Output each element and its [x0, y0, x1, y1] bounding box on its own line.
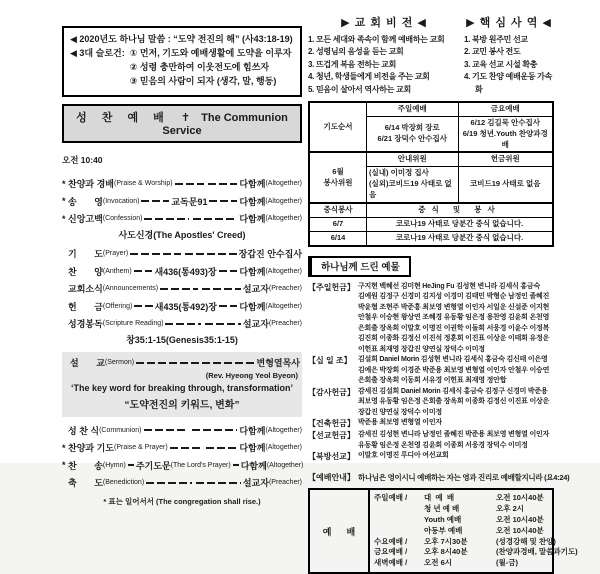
sermon-label-en: (Sermon)	[104, 359, 135, 366]
item-detail: 새435(통492)장	[154, 301, 217, 312]
worship-service-kind: 새벽예배 /	[374, 558, 408, 568]
worship-service-time: 오후 2시	[496, 503, 524, 513]
worship-time-line	[374, 526, 578, 537]
service-row	[62, 421, 302, 439]
sermon-label-kr: 설 교	[70, 358, 105, 368]
service-title-en: The Communion Service	[162, 111, 288, 137]
service-row	[62, 175, 302, 193]
dash-leader	[175, 183, 204, 185]
performer-en: (Altogether)	[265, 197, 302, 205]
performer-kr: 장갑진 안수집사	[238, 249, 303, 259]
vision-item: 4. 청년, 학생들에게 비전을 주는 교회	[308, 72, 430, 82]
slogan-list	[130, 47, 292, 89]
dash-leader	[202, 288, 240, 290]
performer-kr: 다함께	[239, 443, 266, 453]
item-name-en: (Communion)	[99, 426, 142, 434]
preacher-name-en: (Rev. Hyeong Yeol Byeon)	[205, 371, 298, 381]
worship-schedule-table	[308, 488, 578, 574]
order-rows-c	[62, 421, 302, 491]
rise-footnote: * 표는 일어서서 (The congregation shall rise.)	[103, 497, 261, 507]
sunday-service-header: 주일예배	[367, 102, 459, 116]
worship-service-time: (월-금)	[496, 558, 518, 568]
offering-entry	[308, 355, 554, 387]
worship-service-kind	[374, 515, 424, 526]
item-name-kr: 성 찬 식	[68, 425, 100, 436]
service-order	[62, 175, 302, 508]
friday-prayer-cell	[458, 116, 553, 152]
sermon-block	[62, 352, 302, 418]
dash-leader	[196, 482, 241, 484]
item-name-en: (Praise & Worship)	[113, 180, 173, 187]
offering-entry	[308, 387, 554, 419]
sunday-prayer-1: 6/14 박장희 장로	[384, 123, 440, 133]
dash-leader	[192, 429, 237, 431]
lunch-date-1: 6/7	[309, 217, 367, 231]
worship-service-time: (찬양과경배, 말씀과기도)	[496, 547, 578, 557]
dash-leader	[219, 305, 237, 307]
worship-service-name: 오후 7시30분	[424, 536, 468, 546]
item-name-kr: 찬 양	[68, 266, 103, 277]
dash-leader	[165, 323, 201, 325]
rise-star: *	[62, 178, 66, 189]
dash-leader	[170, 447, 202, 449]
service-row	[62, 456, 302, 474]
apostles-creed-line: 사도신경(The Apostles' Creed)	[118, 230, 246, 241]
worship-time-line	[374, 493, 578, 504]
worship-time-line	[374, 547, 578, 558]
rise-star: *	[62, 196, 66, 206]
worship-service-name: 오전 6시	[424, 558, 452, 568]
performer-kr: 다함께	[239, 301, 266, 312]
cross-icon: ✝	[180, 111, 191, 124]
vision-item: 5. 믿음이 살아서 역사하는 교회	[308, 84, 411, 94]
item-name-en: (Offering)	[102, 302, 133, 310]
rise-star: *	[62, 442, 66, 453]
vision-item: 2. 성령님의 음성을 듣는 교회	[308, 47, 404, 57]
worship-service-kind	[374, 526, 424, 537]
item-name-kr: 성경봉독	[68, 319, 103, 329]
usher-line-1: (실내) 이미정 집사	[369, 168, 429, 178]
slogan-box	[62, 26, 302, 97]
offering-names: 감세진 김성현 변니라 남정인 졸혜진 박준용 최보영 변형열 이인자 유동황 임은정 온천영 김윤희 이종희 서웅경 장덕수 이미정	[358, 431, 550, 449]
performer-en: (Altogether)	[265, 267, 303, 275]
item-name-kr: 교회소식	[68, 284, 103, 294]
sunday-prayer-2: 6/21 장덕수 안수집사	[377, 134, 448, 144]
offering-type-label: 【건축헌금】	[308, 419, 355, 429]
offerings-list	[308, 282, 554, 464]
slogan-prefix: ◀ 3대 슬로건:	[70, 47, 125, 58]
left-page	[62, 0, 302, 507]
dash-leader	[134, 305, 152, 307]
offering-type-label: 【선교헌금】	[308, 431, 355, 441]
performer-en: (Preacher)	[268, 285, 302, 292]
offering-committee-cell: 코비드19 사태로 없음	[458, 167, 553, 203]
performer-kr: 다함께	[239, 179, 266, 189]
worship-label: 예 배	[310, 490, 370, 572]
lunch-note-1: 코로나19 사태로 당분간 중식 없습니다.	[367, 217, 554, 231]
dash-leader	[134, 270, 153, 272]
dash-leader	[208, 183, 237, 185]
offering-committee-header: 헌금위원	[458, 152, 553, 166]
rise-star: *	[62, 460, 66, 470]
performer-en: (Preacher)	[268, 320, 302, 327]
worship-service-time: 오전 10시40분	[496, 525, 544, 535]
church-vision-section	[308, 14, 460, 96]
worship-time-line	[374, 504, 578, 515]
item-detail: 주기도문	[135, 460, 171, 471]
item-name-en: (Benediction)	[102, 479, 145, 486]
vision-item: 1. 모든 세대와 족속이 함께 예배하는 교회	[308, 35, 445, 44]
friday-prayer-2: 6/19 청년.Youth 찬양과경배	[462, 128, 548, 149]
ministry-item: 2. 교민 봉사 전도	[464, 47, 521, 57]
lunch-note-2: 코로나19 사태로 당분간 중식 없습니다.	[367, 231, 554, 245]
service-title-kr: 성 찬 예 배	[76, 111, 170, 124]
worship-time-line	[374, 537, 578, 548]
offering-names: 박준용 최보영 변형열 이인자	[358, 419, 442, 427]
vision-item: 3. 뜨겁게 복음 전하는 교회	[308, 59, 397, 69]
service-time: 오전 10:40	[62, 154, 103, 165]
june-committee-label	[309, 152, 367, 203]
dash-leader	[141, 200, 169, 202]
item-name-en: (Invocation)	[102, 197, 140, 205]
duty-table	[308, 101, 554, 247]
rise-star: *	[62, 213, 66, 224]
dash-leader	[205, 323, 241, 325]
item-name-en: (Anthem)	[102, 267, 132, 275]
worship-guide-verse: 하나님은 영이시니 예배하는 자는 영과 진리로 예배할지니라 (요4:24)	[358, 473, 570, 483]
dash-leader	[206, 447, 238, 449]
ministry-title: ▶ 핵 심 사 역 ◀	[466, 17, 552, 29]
right-page	[308, 0, 578, 574]
worship-time-line	[374, 515, 578, 526]
slogan-item: ② 성령 충만하여 이웃전도에 힘쓰자	[129, 61, 270, 72]
item-name-kr: 찬양과 기도	[68, 443, 114, 453]
offering-entry	[308, 451, 554, 463]
performer-en: (Preacher)	[268, 479, 303, 486]
worship-service-name: 아동부 예배	[424, 525, 463, 535]
item-name-kr: 찬 송	[68, 460, 103, 471]
performer-en: (Altogether)	[265, 426, 303, 434]
usher-cell	[367, 167, 459, 203]
worship-service-name: 대 예 배	[424, 493, 455, 503]
worship-schedule-lines	[370, 490, 582, 572]
item-name-kr: 신앙고백	[68, 214, 103, 224]
performer-en: (Altogether)	[265, 302, 302, 310]
dash-leader	[130, 253, 181, 255]
worship-service-kind: 주일예배 /	[374, 493, 408, 503]
worship-service-time: (성경강해 및 찬양)	[496, 536, 556, 546]
slogan-item: ③ 믿음의 사람이 되자 (생각, 말, 행동)	[129, 75, 277, 86]
service-row	[62, 210, 302, 228]
offering-names: 감세진 김설희 Daniel Morin 김세식 홍금숙 김정구 신경미 박준용 최보영 유동황 임은정 은회출 장옥희 이종화 김정신 이진표 이상운 장갑진 양연실 장덕수 이미정	[358, 387, 550, 416]
performer-en: (Altogether)	[265, 215, 303, 222]
preacher-name: 변형열목사	[256, 358, 300, 368]
core-ministry-section	[460, 14, 554, 96]
worship-service-time: 오전 10시40분	[496, 493, 544, 503]
vision-title: ▶ 교 회 비 전 ◀	[341, 17, 427, 29]
sermon-title-en: ‘The key word for breaking through, transformation’	[70, 383, 294, 394]
friday-prayer-1: 6/12 김길묵 안수집사	[470, 117, 541, 127]
dash-leader	[160, 288, 198, 290]
performer-en: (Altogether)	[265, 444, 302, 451]
service-row	[62, 280, 302, 298]
june-label-month: 6월	[332, 166, 344, 176]
service-row	[62, 192, 302, 210]
sermon-title-kr: “도약전진의 키워드, 변화”	[124, 400, 240, 412]
offering-type-label: 【주일헌금】	[308, 282, 355, 292]
performer-kr: 설교자	[242, 284, 269, 294]
worship-service-kind	[374, 504, 424, 515]
performer-kr: 다함께	[239, 266, 266, 277]
ministry-item: 1. 북방 원주민 선교	[464, 35, 528, 44]
offering-type-label: 【북방선교】	[308, 452, 355, 462]
item-name-en: (Hymn)	[102, 461, 126, 469]
item-name-kr: 축 도	[68, 478, 103, 488]
lunch-duty-label: 중식봉사	[309, 203, 367, 217]
prayer-order-label: 기도순서	[309, 102, 367, 153]
performer-en: (Altogether)	[266, 461, 304, 469]
ministry-item: 4. 기도 찬양 예배운동 가속화	[464, 72, 553, 94]
item-detail: 새436(통493)장	[154, 266, 217, 277]
service-row	[62, 262, 302, 280]
worship-service-time: 오전 10시40분	[496, 514, 544, 524]
item-name-kr: 기 도	[68, 249, 103, 259]
worship-service-kind: 수요예배 /	[374, 536, 408, 546]
service-row	[62, 439, 302, 457]
item-detail: 교독문91	[171, 196, 208, 207]
vision-list	[308, 34, 460, 96]
dash-leader	[233, 464, 239, 466]
usher-line-2: (실외)코비드19 사태로 없음	[369, 179, 452, 200]
lunch-duty-header: 중식 및 봉사	[367, 203, 554, 217]
dash-leader	[146, 482, 191, 484]
dash-leader	[136, 362, 254, 364]
worship-guide-line	[308, 472, 570, 483]
offerings-header: 하나님께 드린 예물	[308, 256, 411, 277]
dash-leader	[209, 200, 237, 202]
sunday-prayer-cell	[367, 116, 459, 152]
worship-service-name: 청 년 예 배	[424, 503, 460, 513]
slogan-item: ① 먼저, 기도와 예배생활에 도약을 이루자	[129, 47, 292, 58]
worship-service-name: 오후 8시40분	[424, 547, 468, 557]
dash-leader	[219, 270, 238, 272]
offering-type-label: 【감사헌금】	[308, 387, 355, 397]
sermon-row	[64, 354, 300, 372]
offering-names: 김설희 Daniel Morin 김성현 변니라 김세식 홍금숙 김신태 이은영 김예은 박장희 이경준 박준용 최보영 변형열 이인자 안철우 이승연 은회출 장옥희 이동희 서유경 이헌표 최재영 정안합	[358, 356, 550, 385]
ministry-item: 3. 교육 선교 시설 확충	[464, 59, 538, 69]
item-name-kr: 찬양과 경배	[68, 179, 114, 189]
june-label-committee: 봉사위원	[323, 177, 353, 187]
performer-kr: 다함께	[239, 425, 266, 436]
item-name-en: (Scripture Reading)	[102, 320, 164, 327]
service-row	[62, 315, 302, 333]
service-row	[62, 245, 302, 263]
offering-type-label: 【십 일 조】	[308, 356, 352, 366]
performer-kr: 설교자	[242, 478, 269, 488]
worship-guide-label: 【예배안내】	[308, 473, 355, 483]
year-verse-line: ◀ 2020년도 하나님 말씀 : “도약 전진의 해” (사43:18-19)	[70, 34, 293, 44]
item-name-kr: 송 영	[68, 196, 103, 207]
service-row	[62, 297, 302, 315]
order-rows-b	[62, 245, 302, 333]
usher-header: 안내위원	[367, 152, 459, 166]
dash-leader	[144, 429, 189, 431]
worship-service-kind: 금요예배 /	[374, 547, 408, 557]
scripture-reference-line: 창35:1-15(Genesis35:1-15)	[126, 335, 238, 346]
worship-service-name: Youth 예배	[424, 514, 462, 524]
offering-entry	[308, 418, 554, 430]
item-detail-en: (The Lord's Prayer)	[170, 461, 231, 469]
item-name-en: (Announcements)	[102, 285, 159, 292]
lunch-date-2: 6/14	[309, 231, 367, 245]
service-row	[62, 474, 302, 492]
dash-leader	[144, 218, 188, 220]
friday-service-header: 금요예배	[458, 102, 553, 116]
order-rows-a	[62, 175, 302, 228]
offering-entry	[308, 282, 554, 356]
offering-names: 이말호 이명진 루디아 여선교회	[358, 452, 449, 460]
dash-leader	[193, 218, 237, 220]
item-name-en: (Confession)	[102, 215, 143, 222]
item-name-en: (Praise & Prayer)	[113, 444, 168, 451]
dash-leader	[128, 464, 134, 466]
performer-kr: 다함께	[240, 460, 267, 471]
dash-leader	[185, 253, 236, 255]
offering-entry	[308, 430, 554, 451]
offering-names: 구지현 백혜선 김미현 HeJing Fu 김성현 변니라 김세식 홍금숙 김예원 김정구 신경미 김지성 이경미 김태민 박형순 남정인 졸혜진 박윤혐 조현주 박준흥 최보영 변형열 이인자 서일운 신설준 이지현 안철우 이승현 왕상연 조혜경 유동황 임은정 용찬영 김윤희 온천영 은회출 장옥희 이말호 이명진 이권학 이돌희 서웅경 이윤수 이정복 김진희 이종화 김정신 이진석 정훈희 이진표 이상운 이태희 유정운 이헌표 최재영 장갑진 양연실 장덕수 이미정	[358, 282, 550, 353]
item-name-kr: 헌 금	[68, 301, 103, 312]
performer-en: (Altogether)	[265, 180, 303, 187]
ministry-list	[464, 34, 554, 96]
performer-kr: 다함께	[239, 196, 266, 207]
item-name-en: (Prayer)	[102, 250, 129, 257]
performer-kr: 다함께	[239, 214, 266, 224]
performer-kr: 설교자	[242, 319, 269, 329]
service-title-bar	[62, 104, 302, 143]
worship-time-line	[374, 558, 578, 569]
